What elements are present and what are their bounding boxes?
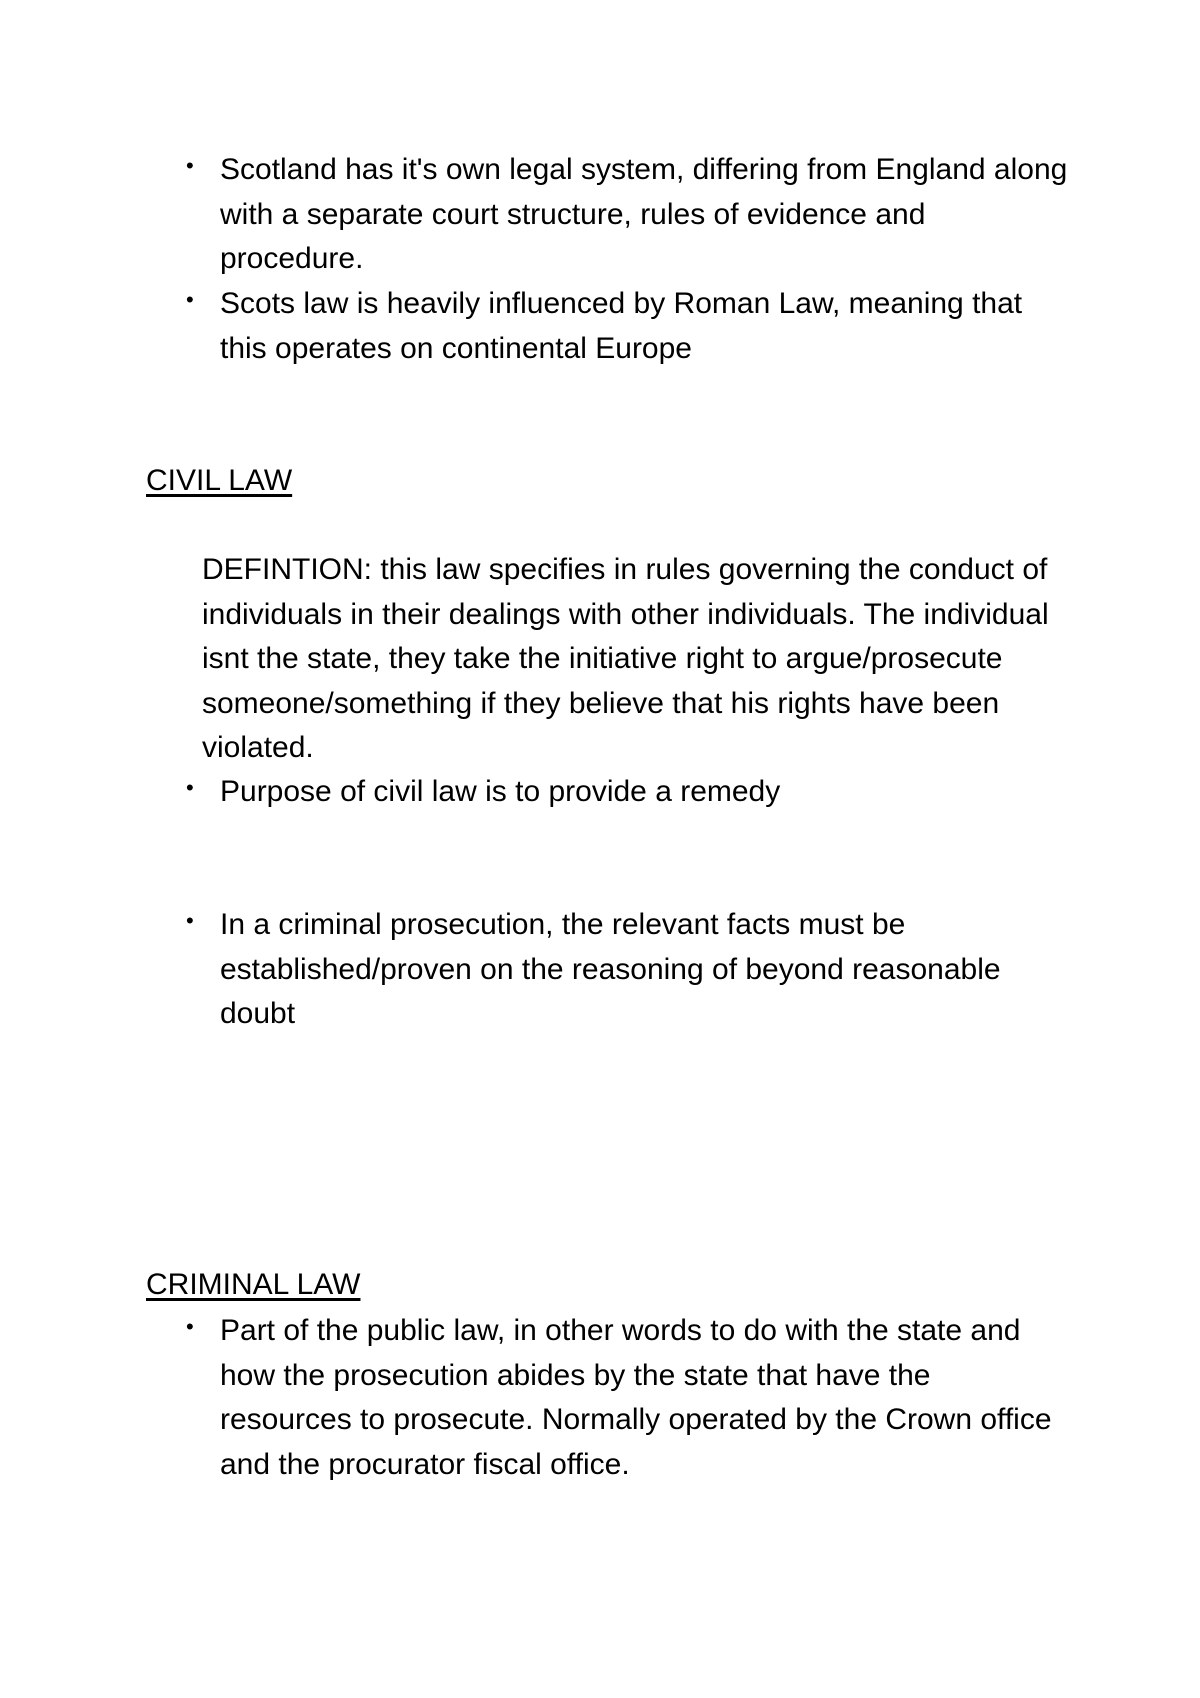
bullet-text: In a criminal prosecution, the relevant facts must be established/proven on the reasoning of beyond reasonable doubt xyxy=(220,908,1001,1030)
intro-bullet-2 xyxy=(186,282,1070,371)
civil-law-heading: CIVIL LAW xyxy=(146,464,293,497)
bullet-icon: • xyxy=(186,153,194,178)
bullet-icon: • xyxy=(186,287,194,312)
intro-bullet-1 xyxy=(186,148,1070,282)
civil-law-definition: DEFINTION: this law specifies in rules governing the conduct of individuals in their dealings with other individuals. The individual isnt the state, they take the initiative right to argue/prosecute someone/something if they believe that his rights have been violated. xyxy=(202,553,1049,764)
bullet-icon: • xyxy=(186,908,194,933)
civil-bullet-2 xyxy=(186,903,1070,1037)
bullet-text: Part of the public law, in other words to do with the state and how the prosecution abides by the state that have the resources to prosecute. Normally operated by the Crown office and the procurator fiscal office. xyxy=(220,1314,1052,1481)
bullet-text: Scots law is heavily influenced by Roman Law, meaning that this operates on continental Europe xyxy=(220,287,1023,365)
bullet-icon: • xyxy=(186,1314,194,1339)
civil-bullet-1 xyxy=(186,770,1070,815)
criminal-bullet-1 xyxy=(186,1309,1070,1487)
bullet-text: Purpose of civil law is to provide a remedy xyxy=(220,775,781,808)
bullet-text: Scotland has it's own legal system, differing from England along with a separate court structure, rules of evidence and procedure. xyxy=(220,153,1068,275)
bullet-icon: • xyxy=(186,775,194,800)
criminal-law-heading: CRIMINAL LAW xyxy=(146,1268,361,1301)
